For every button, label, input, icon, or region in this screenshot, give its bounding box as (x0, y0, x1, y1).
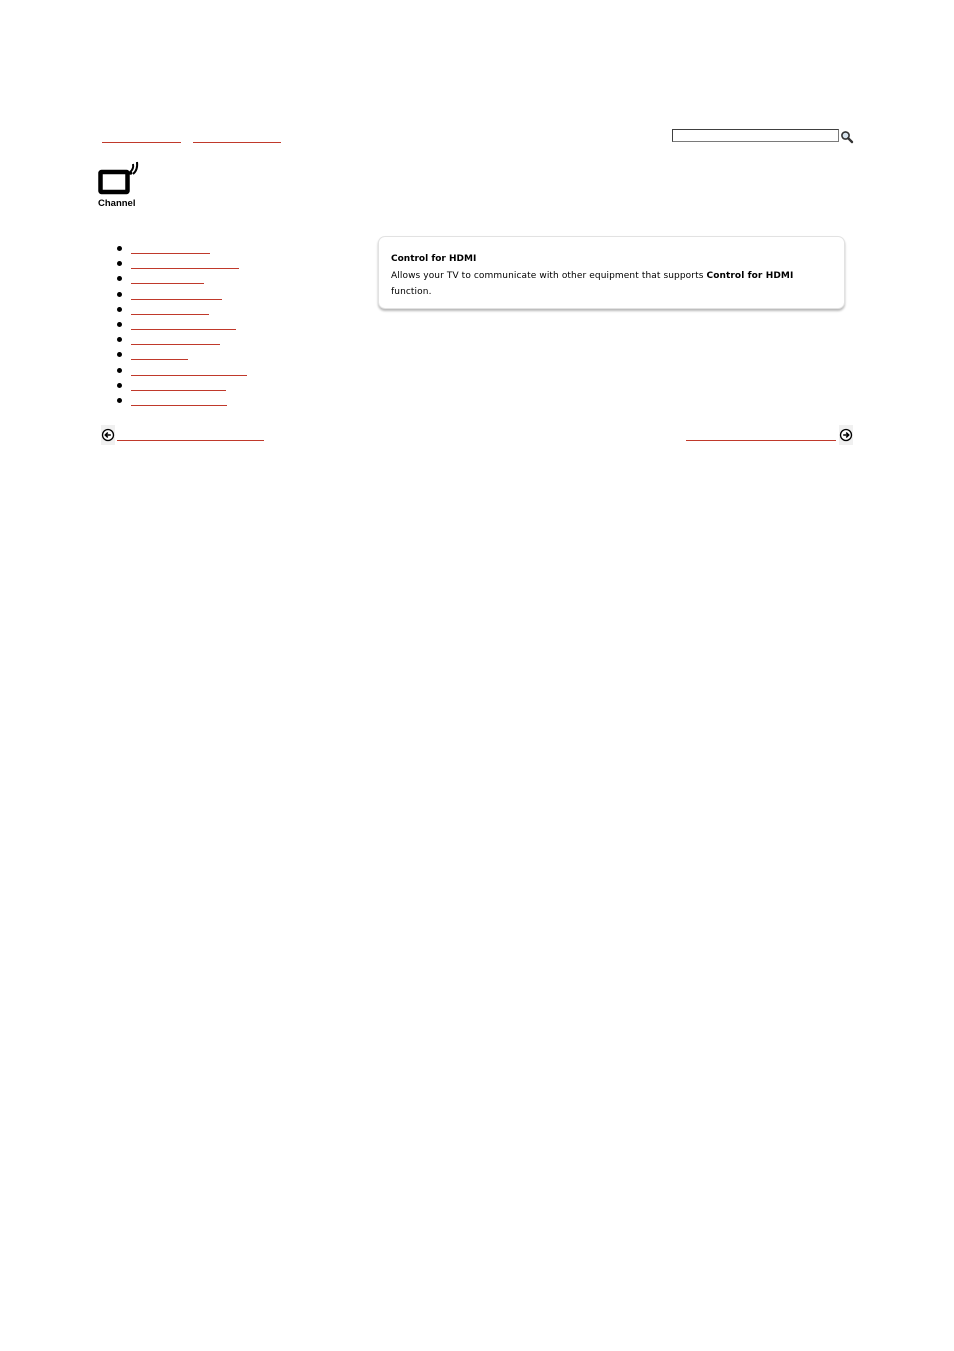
breadcrumb-link-1[interactable] (102, 131, 181, 143)
breadcrumb-link-2[interactable] (193, 131, 281, 143)
info-text-before: Allows your TV to communicate with other equipment that supports (391, 271, 707, 281)
search-bar (672, 129, 854, 143)
arrow-left-circle-icon (101, 425, 115, 445)
topic-link[interactable] (131, 334, 220, 345)
topic-link[interactable] (131, 380, 226, 391)
topic-link[interactable] (131, 304, 209, 315)
topic-link[interactable] (131, 273, 204, 284)
topic-link[interactable] (131, 289, 222, 300)
search-button[interactable] (840, 129, 854, 143)
search-input[interactable] (672, 129, 839, 142)
arrow-right-circle-icon (839, 425, 853, 445)
info-title: Control for HDMI (391, 254, 477, 264)
prev-page-link[interactable] (117, 430, 264, 441)
info-panel (378, 236, 845, 309)
tv-antenna-icon (97, 160, 143, 198)
topic-link[interactable] (131, 395, 227, 406)
info-description (391, 269, 831, 300)
topic-link[interactable] (131, 319, 236, 330)
topic-link[interactable] (131, 365, 247, 376)
info-text-bold: Control for HDMI (706, 271, 794, 281)
topic-link[interactable] (131, 243, 210, 254)
prev-page-button[interactable] (101, 425, 115, 445)
topic-link[interactable] (131, 349, 188, 360)
next-page-link[interactable] (686, 430, 836, 441)
info-text-after: function. (391, 286, 432, 297)
topic-link[interactable] (131, 258, 239, 269)
channel-label: Channel (98, 198, 136, 209)
next-page-button[interactable] (839, 425, 853, 445)
magnifier-icon (840, 130, 854, 144)
